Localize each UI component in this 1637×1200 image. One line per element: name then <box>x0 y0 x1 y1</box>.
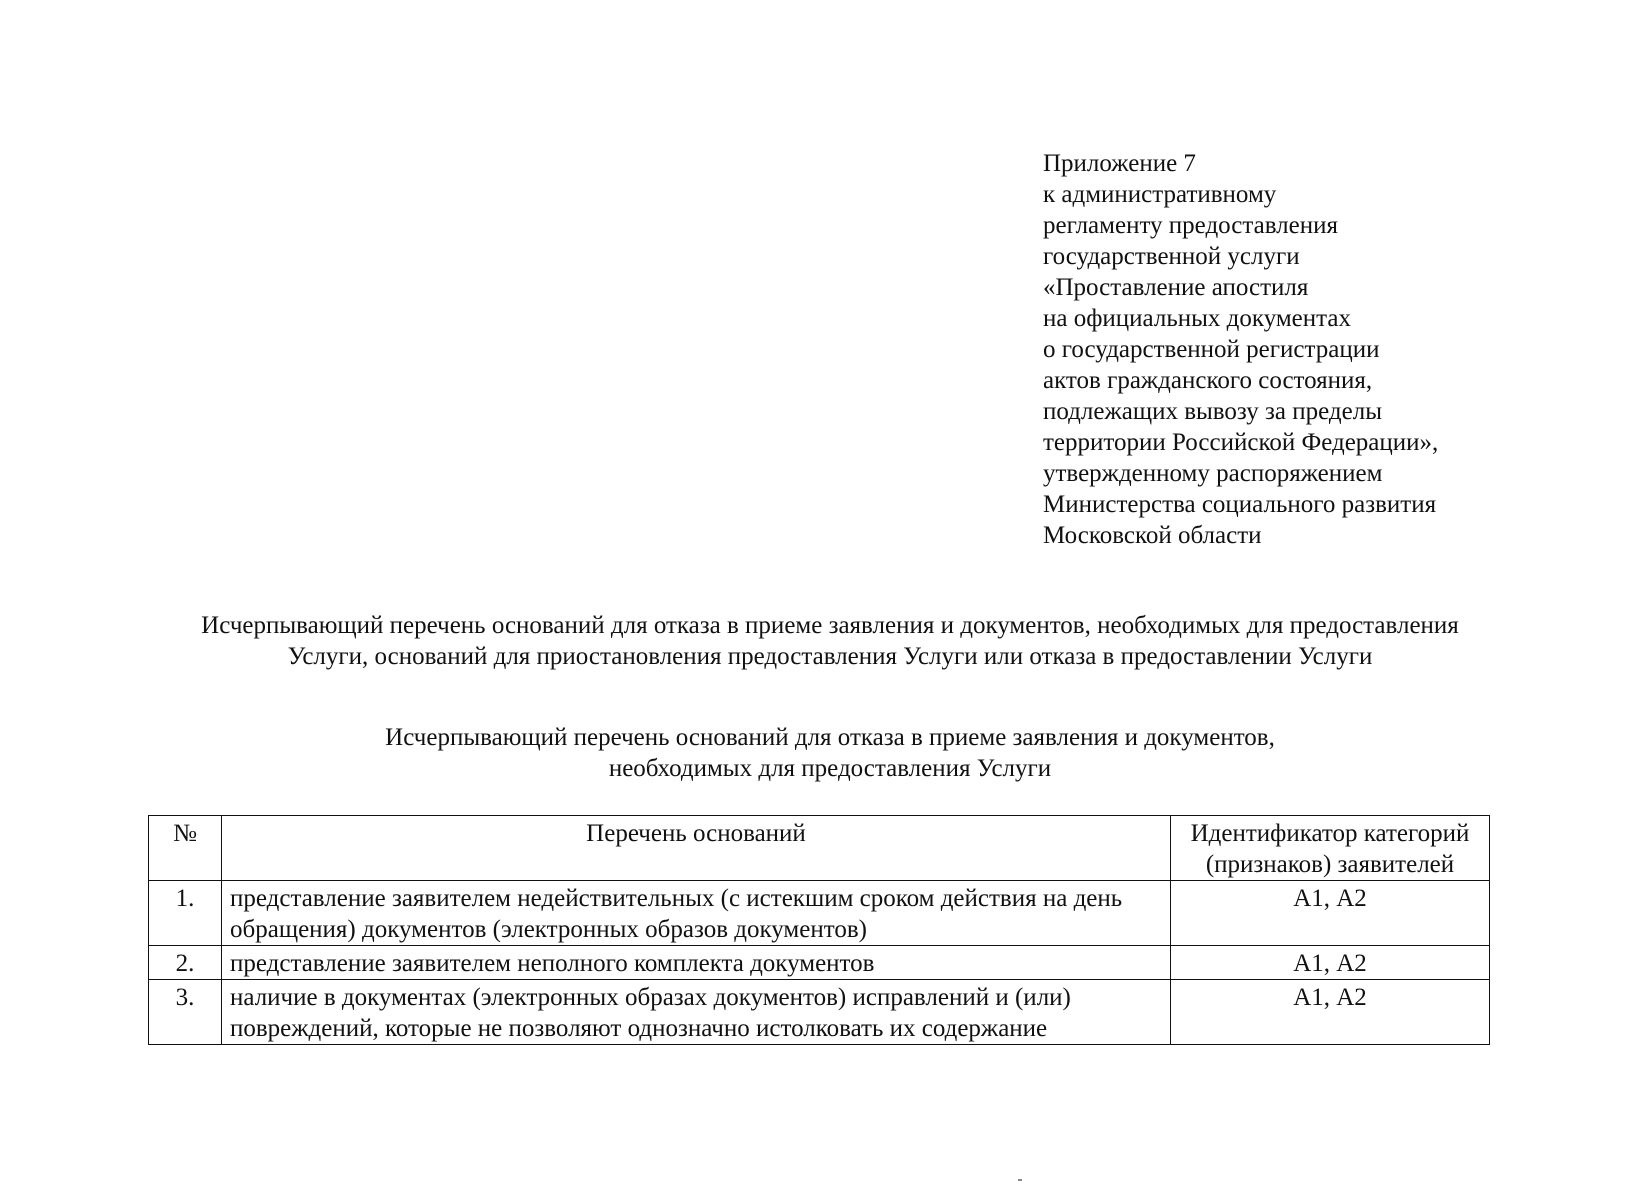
header-grounds: Перечень оснований <box>222 816 1171 881</box>
appendix-note <box>1043 148 1563 551</box>
row-number: 2. <box>149 946 222 980</box>
appendix-line: утвержденному распоряжением <box>1043 460 1383 487</box>
row-applicant-category: А1, А2 <box>1171 946 1490 980</box>
appendix-line: актов гражданского состояния, <box>1043 367 1373 394</box>
appendix-line: Московской области <box>1043 522 1262 549</box>
row-applicant-category: А1, А2 <box>1171 881 1490 946</box>
table-title <box>200 722 1460 784</box>
table-header-row <box>149 816 1490 881</box>
appendix-line: подлежащих вывозу за пределы <box>1043 398 1382 425</box>
table-title-line: необходимых для предоставления Услуги <box>608 755 1052 782</box>
grounds-table <box>148 815 1490 1045</box>
main-title <box>100 610 1560 672</box>
appendix-line: «Проставление апостиля <box>1043 274 1309 301</box>
appendix-line: о государственной регистрации <box>1043 336 1380 363</box>
table-row <box>149 980 1490 1045</box>
appendix-line: государственной услуги <box>1043 243 1300 270</box>
main-title-line: Исчерпывающий перечень оснований для отказа в приеме заявления и документов, необходимых для предоставления <box>201 612 1459 639</box>
row-applicant-category: А1, А2 <box>1171 980 1490 1045</box>
row-ground-text: наличие в документах (электронных образах документов) исправлений и (или) повреждений, которые не позволяют однозначно истолковать их содержание <box>222 980 1171 1045</box>
row-number: 1. <box>149 881 222 946</box>
appendix-line: территории Российской Федерации», <box>1043 429 1439 456</box>
row-ground-text: представление заявителем недействительных (с истекшим сроком действия на день обращения) документов (электронных образов документов) <box>222 881 1171 946</box>
main-title-line: Услуги, оснований для приостановления предоставления Услуги или отказа в предоставлении Услуги <box>287 643 1373 670</box>
header-number: № <box>149 816 222 881</box>
appendix-line: к административному <box>1043 181 1277 208</box>
scan-speck <box>1018 1179 1022 1181</box>
appendix-line: Приложение 7 <box>1043 150 1196 177</box>
row-number: 3. <box>149 980 222 1045</box>
header-applicant-category: Идентификатор категорий (признаков) заявителей <box>1171 816 1490 881</box>
table-row <box>149 881 1490 946</box>
appendix-line: регламенту предоставления <box>1043 212 1339 239</box>
appendix-line: на официальных документах <box>1043 305 1351 332</box>
appendix-line: Министерства социального развития <box>1043 491 1437 518</box>
table-row <box>149 946 1490 980</box>
table-title-line: Исчерпывающий перечень оснований для отказа в приеме заявления и документов, <box>385 724 1275 751</box>
row-ground-text: представление заявителем неполного комплекта документов <box>222 946 1171 980</box>
